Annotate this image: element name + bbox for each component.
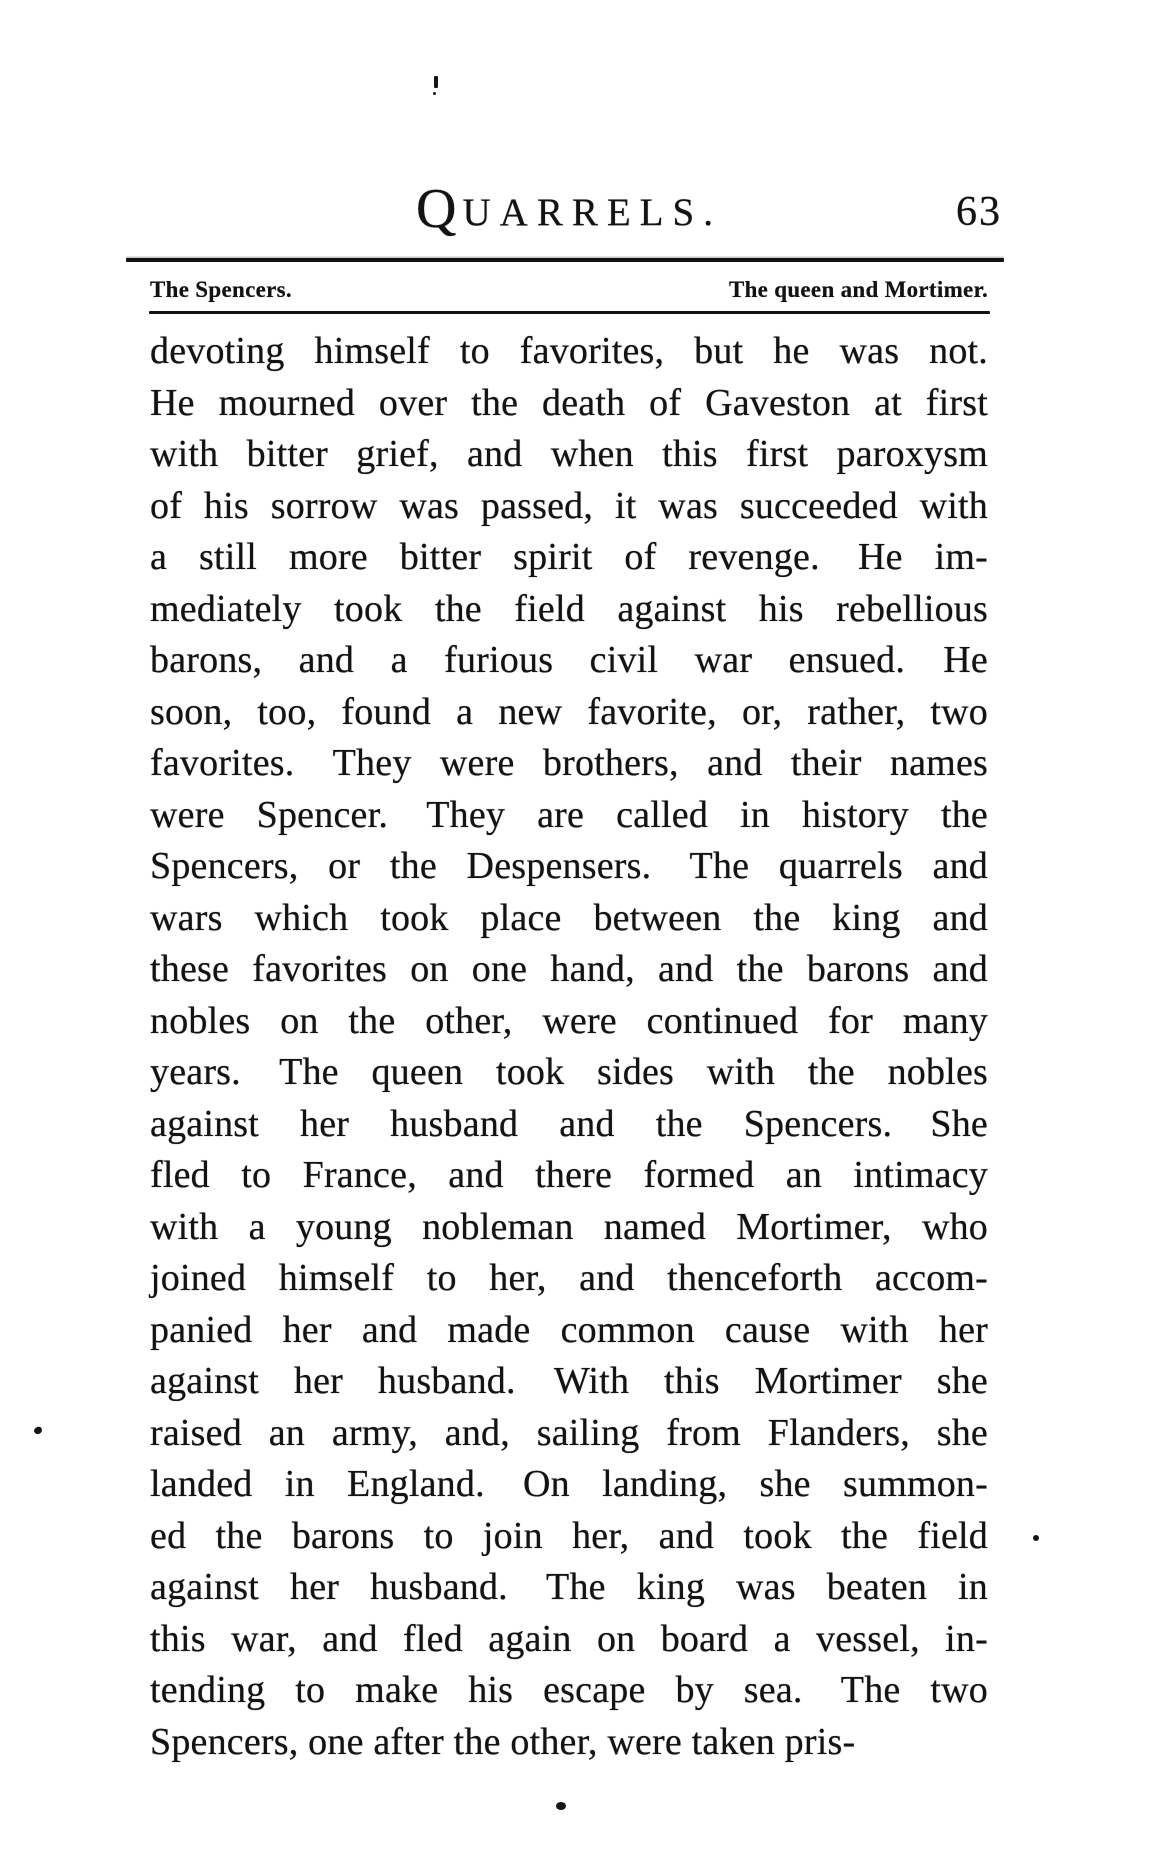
text-line: against her husband and the Spencers. She: [150, 1102, 988, 1145]
text-line: years. The queen took sides with the nobles: [150, 1051, 988, 1093]
running-head-right: The queen and Mortimer.: [728, 277, 988, 302]
page-title-initial: Q: [416, 178, 463, 240]
text-line: devoting himself to favorites, but he was not.: [150, 330, 988, 372]
text-line: soon, too, found a new favorite, or, rather, two: [150, 690, 988, 733]
body-text: [150, 326, 988, 1768]
ink-speck: [1033, 1535, 1039, 1541]
text-line: fled to France, and there formed an intimacy: [150, 1154, 988, 1196]
header-rule-bottom: [149, 311, 990, 314]
text-line: tending to make his escape by sea. The two: [150, 1669, 988, 1711]
text-line: against her husband. The king was beaten in: [150, 1566, 988, 1608]
text-line: mediately took the field against his rebellious: [150, 587, 988, 630]
header-rule-top: [126, 258, 1004, 262]
ink-speck: [556, 1802, 566, 1810]
text-line: He mourned over the death of Gaveston at first: [150, 381, 988, 424]
page-number: 63: [956, 189, 1002, 235]
text-line: nobles on the other, were continued for many: [150, 999, 988, 1042]
text-line: panied her and made common cause with her: [150, 1308, 988, 1351]
text-line: these favorites on one hand, and the barons and: [150, 948, 988, 990]
text-line: with a young nobleman named Mortimer, who: [150, 1205, 988, 1248]
page-title: [150, 178, 988, 247]
text-line: this war, and fled again on board a vessel, in-: [150, 1617, 988, 1660]
text-line: were Spencer. They are called in history the: [150, 793, 988, 836]
text-line: landed in England. On landing, she summon-: [150, 1463, 988, 1505]
running-heads: [150, 277, 988, 303]
text-line: ed the barons to join her, and took the field: [150, 1514, 988, 1557]
text-line: joined himself to her, and thenceforth accom-: [150, 1257, 988, 1299]
text-line: raised an army, and, sailing from Flanders, she: [150, 1411, 988, 1454]
text-line: against her husband. With this Mortimer she: [150, 1360, 988, 1402]
ink-speck: [434, 76, 438, 88]
text-line: with bitter grief, and when this first paroxysm: [150, 433, 988, 475]
ink-speck: [433, 92, 436, 95]
text-line: of his sorrow was passed, it was succeeded with: [150, 484, 988, 527]
text-line: favorites. They were brothers, and their names: [150, 742, 988, 784]
page-title-rest: UARRELS.: [462, 191, 722, 234]
text-line: Spencers, one after the other, were taken pris-: [150, 1720, 856, 1763]
text-line: barons, and a furious civil war ensued. He: [150, 639, 988, 681]
text-line: a still more bitter spirit of revenge. He im-: [150, 536, 988, 578]
text-line: Spencers, or the Despensers. The quarrels and: [150, 845, 988, 887]
text-line: wars which took place between the king and: [150, 896, 988, 939]
ink-speck: [33, 1426, 43, 1435]
running-head-left: The Spencers.: [150, 277, 292, 302]
